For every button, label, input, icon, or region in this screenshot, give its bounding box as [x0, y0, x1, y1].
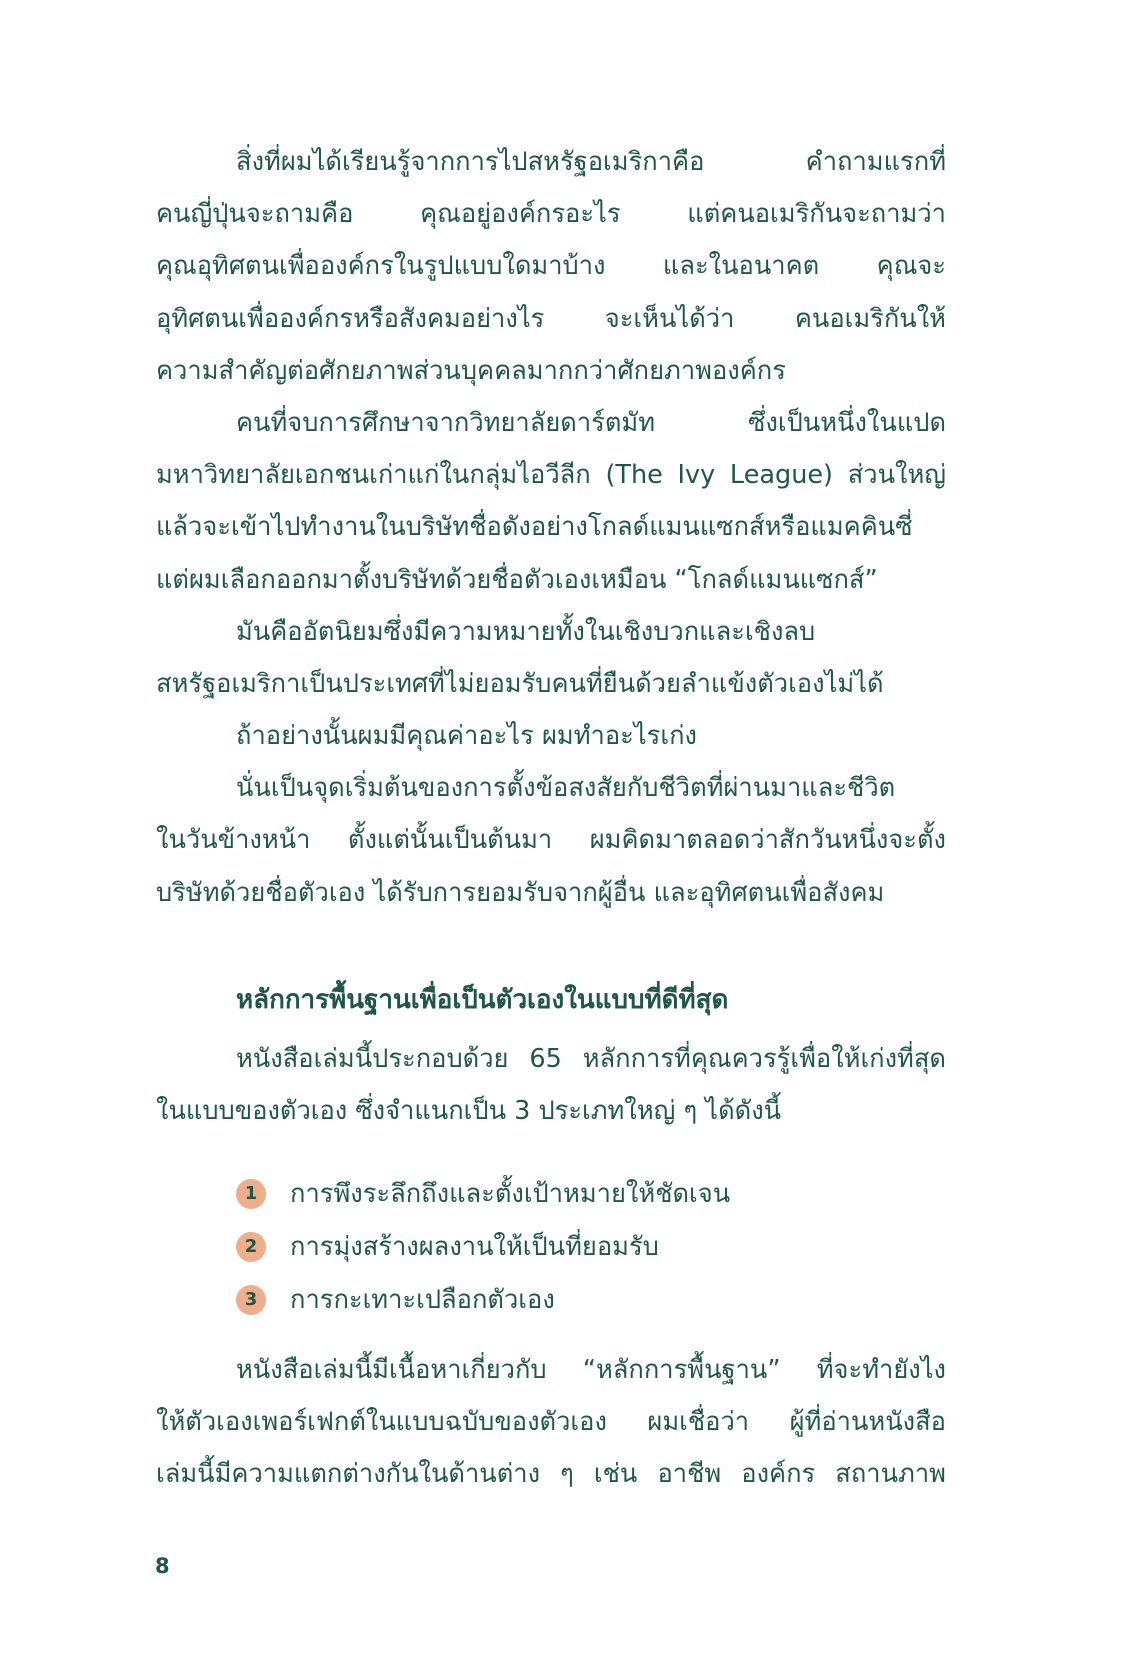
text-line: เล่มนี้มีความแตกต่างกันในด้านต่าง ๆ เช่น อาชีพ องค์กร สถานภาพ: [156, 1459, 946, 1490]
text-line: คนญี่ปุ่นจะถามคือ คุณอยู่องค์กรอะไร แต่คนอเมริกันจะถามว่า: [156, 199, 946, 230]
page-number: 8: [155, 1554, 170, 1578]
list-item: [236, 1167, 936, 1220]
text-line: ถ้าอย่างนั้นผมมีคุณค่าอะไร ผมทำอะไรเก่ง: [236, 721, 697, 752]
list-item: [236, 1220, 936, 1273]
text-line: มันคืออัตนิยมซึ่งมีความหมายทั้งในเชิงบวกและเชิงลบ: [236, 616, 816, 647]
text-line: สิ่งที่ผมได้เรียนรู้จากการไปสหรัฐอเมริกาคือ คำถามแรกที่: [236, 147, 946, 177]
text-line: คุณอุทิศตนเพื่อองค์กรในรูปแบบใดมาบ้าง และในอนาคต คุณจะ: [156, 251, 946, 282]
text-line: อุทิศตนเพื่อองค์กรหรือสังคมอย่างไร จะเห็นได้ว่า คนอเมริกันให้: [156, 303, 946, 334]
text-line: หนังสือเล่มนี้ประกอบด้วย 65 หลักการที่คุณควรรู้เพื่อให้เก่งที่สุด: [236, 1044, 946, 1074]
number-badge: 3: [236, 1285, 266, 1315]
intro-paragraph: [156, 1033, 946, 1137]
text-line: แล้วจะเข้าไปทำงานในบริษัทชื่อดังอย่างโกลด์แมนแซกส์หรือแมคคินซี่: [156, 512, 913, 543]
text-line: คนที่จบการศึกษาจากวิทยาลัยดาร์ตมัท ซึ่งเป็นหนึ่งในแปด: [236, 407, 946, 438]
text-line: แต่ผมเลือกออกมาตั้งบริษัทด้วยชื่อตัวเองเหมือน “โกลด์แมนแซกส์”: [156, 564, 878, 595]
list-item-text: การพึงระลึกถึงและตั้งเป้าหมายให้ชัดเจน: [290, 1178, 731, 1209]
text-line: นั่นเป็นจุดเริ่มต้นของการตั้งข้อสงสัยกับชีวิตที่ผ่านมาและชีวิต: [236, 773, 896, 804]
list-item-text: การมุ่งสร้างผลงานให้เป็นที่ยอมรับ: [290, 1231, 659, 1262]
number-badge: 2: [236, 1232, 266, 1262]
text-line: มหาวิทยาลัยเอกชนเก่าแก่ในกลุ่มไอวีลีก (The Ivy League) ส่วนใหญ่: [156, 460, 946, 491]
section-heading: หลักการพื้นฐานเพื่อเป็นตัวเองในแบบที่ดีที่สุด: [236, 985, 729, 1015]
text-line: สหรัฐอเมริกาเป็นประเทศที่ไม่ยอมรับคนที่ยืนด้วยลำแข้งตัวเองไม่ได้: [156, 668, 884, 699]
number-badge: 1: [236, 1179, 266, 1209]
text-line: ในแบบของตัวเอง ซึ่งจำแนกเป็น 3 ประเภทใหญ่ ๆ ได้ดังนี้: [156, 1096, 782, 1127]
text-line: หนังสือเล่มนี้มีเนื้อหาเกี่ยวกับ “หลักการพื้นฐาน” ที่จะทำยังไง: [236, 1355, 946, 1385]
numbered-list: [236, 1167, 936, 1326]
list-item: [236, 1273, 936, 1326]
text-line: ในวันข้างหน้า ตั้งแต่นั้นเป็นต้นมา ผมคิดมาตลอดว่าสักวันหนึ่งจะตั้ง: [156, 825, 946, 856]
text-line: ความสำคัญต่อศักยภาพส่วนบุคคลมากกว่าศักยภาพองค์กร: [156, 355, 786, 386]
text-line: ให้ตัวเองเพอร์เฟกต์ในแบบฉบับของตัวเอง ผมเชื่อว่า ผู้ที่อ่านหนังสือ: [156, 1407, 946, 1438]
list-item-text: การกะเทาะเปลือกตัวเอง: [290, 1284, 555, 1315]
closing-paragraph: [156, 1344, 946, 1501]
main-paragraphs: [156, 136, 946, 919]
text-line: บริษัทด้วยชื่อตัวเอง ได้รับการยอมรับจากผู้อื่น และอุทิศตนเพื่อสังคม: [156, 877, 885, 908]
